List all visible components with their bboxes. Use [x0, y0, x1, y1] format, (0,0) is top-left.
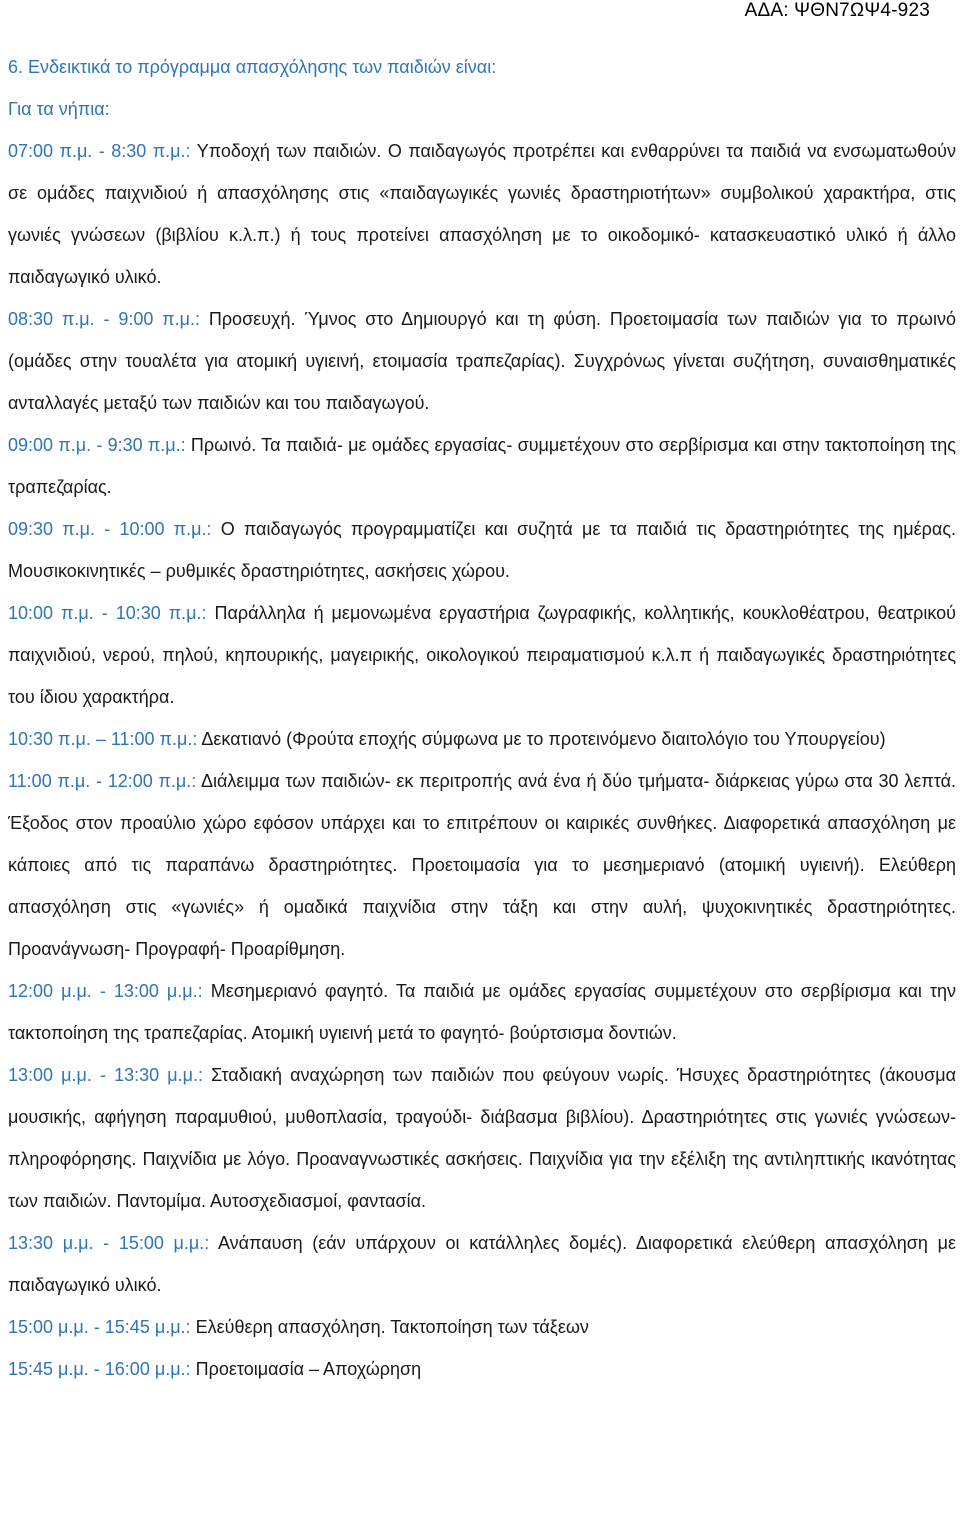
- time-range: 10:30 π.μ. – 11:00 π.μ.:: [8, 729, 198, 749]
- schedule-entry: [8, 1306, 956, 1348]
- schedule-entry: [8, 424, 956, 508]
- activity-description: Ελεύθερη απασχόληση. Τακτοποίηση των τάξεων: [190, 1317, 589, 1337]
- activity-description: Ο παιδαγωγός προγραμματίζει και συζητά με τα παιδιά τις δραστηριότητες της ημέρας. Μουσικοκινητικές – ρυθμικές δραστηριότητες, ασκήσεις χώρου.: [8, 519, 956, 581]
- section-title: 6. Ενδεικτικά το πρόγραμμα απασχόλησης των παιδιών είναι:: [8, 57, 497, 77]
- ada-code: ΑΔΑ: ΨΘΝ7ΩΨ4-923: [744, 0, 930, 21]
- time-range: 09:00 π.μ. - 9:30 π.μ.:: [8, 435, 186, 455]
- time-range: 13:00 μ.μ. - 13:30 μ.μ.:: [8, 1065, 203, 1085]
- activity-description: Προετοιμασία – Αποχώρηση: [190, 1359, 422, 1379]
- time-range: 13:30 μ.μ. - 15:00 μ.μ.:: [8, 1233, 210, 1253]
- activity-description: Ανάπαυση (εάν υπάρχουν οι κατάλληλες δομές). Διαφορετικά ελεύθερη απασχόληση με παιδαγωγικό υλικό.: [8, 1233, 956, 1295]
- document-body: [8, 46, 956, 1390]
- activity-description: Προσευχή. Ύμνος στο Δημιουργό και τη φύση. Προετοιμασία των παιδιών για το πρωινό (ομάδες στην τουαλέτα για ατομική υγιεινή, ετοιμασία τραπεζαρίας). Συγχρόνως γίνεται συζήτηση, συναισθηματικές ανταλλαγές μεταξύ των παιδιών και του παιδαγωγού.: [8, 309, 956, 413]
- schedule-entry: [8, 970, 956, 1054]
- schedule-entry: [8, 1054, 956, 1222]
- schedule-entry: [8, 508, 956, 592]
- time-range: 11:00 π.μ. - 12:00 π.μ.:: [8, 771, 197, 791]
- time-range: 15:00 μ.μ. - 15:45 μ.μ.:: [8, 1317, 191, 1337]
- schedule-entry: [8, 760, 956, 970]
- time-range: 15:45 μ.μ. - 16:00 μ.μ.:: [8, 1359, 191, 1379]
- activity-description: Παράλληλα ή μεμονωμένα εργαστήρια ζωγραφικής, κολλητικής, κουκλοθέατρου, θεατρικού παιχνιδιού, νερού, πηλού, κηπουρικής, μαγειρικής, οικολογικού πειραματισμού κ.λ.π ή παιδαγωγικές δραστηριότητες του ίδιου χαρακτήρα.: [8, 603, 956, 707]
- schedule-entry: [8, 130, 956, 298]
- schedule-entry: [8, 298, 956, 424]
- time-range: 08:30 π.μ. - 9:00 π.μ.:: [8, 309, 200, 329]
- schedule-entry: [8, 1348, 956, 1390]
- schedule-entry: [8, 1222, 956, 1306]
- time-range: 07:00 π.μ. - 8:30 π.μ.:: [8, 141, 191, 161]
- activity-description: Δεκατιανό (Φρούτα εποχής σύμφωνα με το προτεινόμενο διαιτολόγιο του Υπουργείου): [197, 729, 886, 749]
- schedule-entry: [8, 718, 956, 760]
- schedule-list: [8, 130, 956, 1390]
- time-range: 09:30 π.μ. - 10:00 π.μ.:: [8, 519, 212, 539]
- activity-description: Πρωινό. Τα παιδιά- με ομάδες εργασίας- συμμετέχουν στο σερβίρισμα και στην τακτοποίηση της τραπεζαρίας.: [8, 435, 956, 497]
- activity-description: Διάλειμμα των παιδιών- εκ περιτροπής ανά ένα ή δύο τμήματα- διάρκειας γύρω στα 30 λεπτά. Έξοδος στον προαύλιο χώρο εφόσον υπάρχει και το επιτρέπουν οι καιρικές συνθήκες. Διαφορετικά απασχόληση με κάποιες από τις παραπάνω δραστηριότητες. Προετοιμασία για το μεσημεριανό (ατομική υγιεινή). Ελεύθερη απασχόληση στις «γωνιές» ή ομαδικά παιχνίδια στην τάξη και στην αυλή, ψυχοκινητικές δραστηριότητες. Προανάγνωση- Προγραφή- Προαρίθμηση.: [8, 771, 956, 959]
- time-range: 12:00 μ.μ. - 13:00 μ.μ.:: [8, 981, 203, 1001]
- activity-description: Μεσημεριανό φαγητό. Τα παιδιά με ομάδες εργασίας συμμετέχουν στο σερβίρισμα και την τακτοποίηση της τραπεζαρίας. Ατομική υγιεινή μετά το φαγητό- βούρτσισμα δοντιών.: [8, 981, 957, 1043]
- activity-description: Υποδοχή των παιδιών. Ο παιδαγωγός προτρέπει και ενθαρρύνει τα παιδιά να ενσωματωθούν σε ομάδες παιχνιδιού ή απασχόλησης στις «παιδαγωγικές γωνιές δραστηριοτήτων» συμβολικού χαρακτήρα, στις γωνιές γνώσεων (βιβλίου κ.λ.π.) ή τους προτείνει απασχόληση με το οικοδομικό- κατασκευαστικό υλικό ή άλλο παιδαγωγικό υλικό.: [8, 141, 956, 287]
- schedule-entry: [8, 592, 956, 718]
- activity-description: Σταδιακή αναχώρηση των παιδιών που φεύγουν νωρίς. Ήσυχες δραστηριότητες (άκουσμα μουσικής, αφήγηση παραμυθιού, μυθοπλασία, τραγούδι- διάβασμα βιβλίου). Δραστηριότητες στις γωνιές γνώσεων- πληροφόρησης. Παιχνίδια με λόγο. Προαναγνωστικές ασκήσεις. Παιχνίδια για την εξέλιξη της αντιληπτικής ικανότητας των παιδιών. Παντομίμα. Αυτοσχεδιασμοί, φαντασία.: [8, 1065, 957, 1211]
- time-range: 10:00 π.μ. - 10:30 π.μ.:: [8, 603, 207, 623]
- subtitle: Για τα νήπια:: [8, 99, 110, 119]
